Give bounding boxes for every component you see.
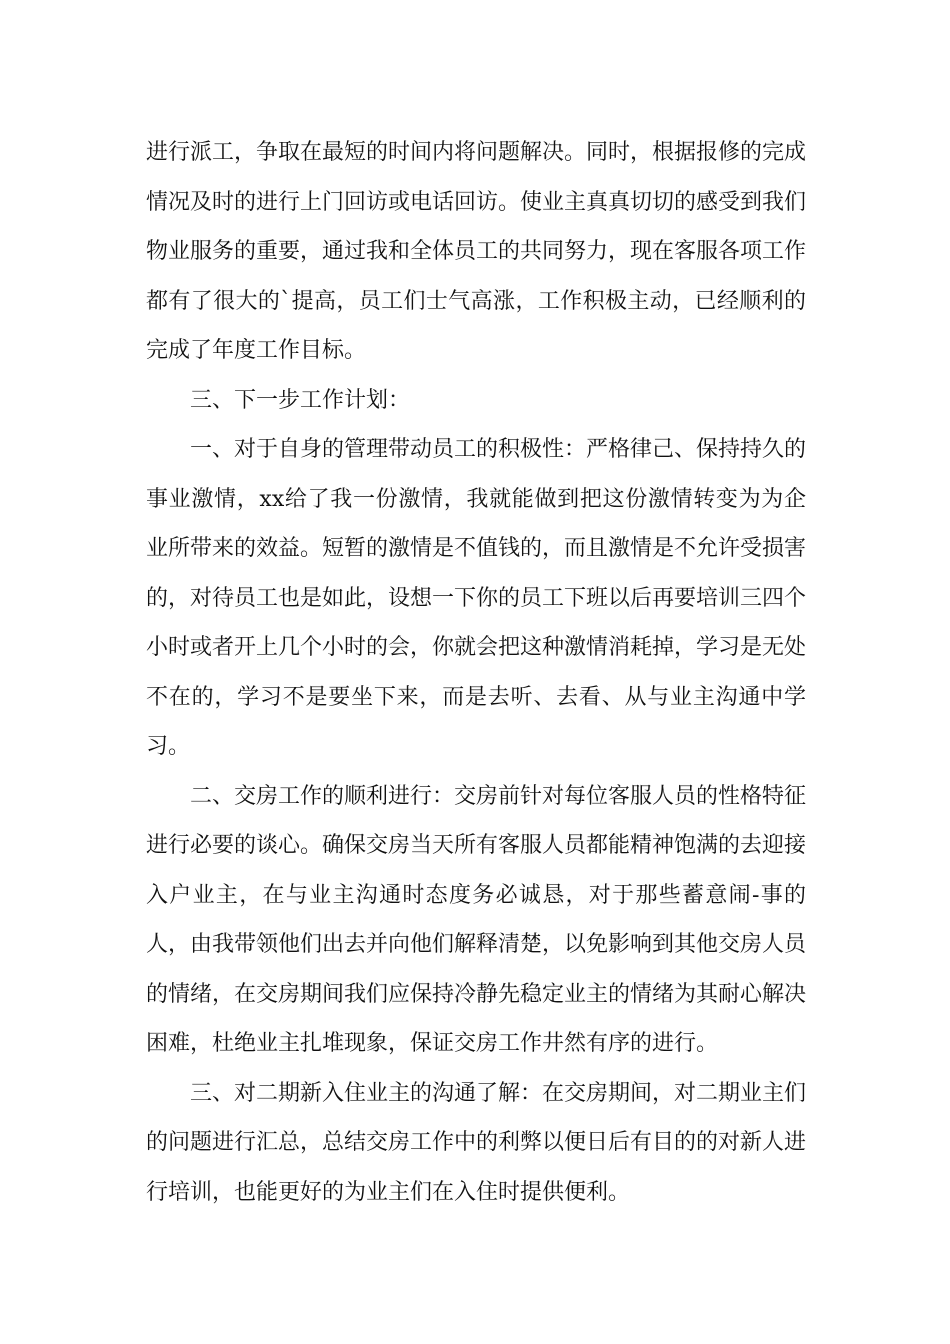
paragraph-self-management: 一、对于自身的管理带动员工的积极性：严格律己、保持持久的事业激情，xx给了我一份激情，我就能做到把这份激情转变为为企业所带来的效益。短暂的激情是不值钱的，而且激情是不允许受损害的，对待员工也是如此，设想一下你的员工下班以后再要培训三四个小时或者开上几个小时的会，你就会把这种激情消耗掉，学习是无处不在的，学习不是要坐下来，而是去听、去看、从与业主沟通中学习。 xyxy=(146,437,807,759)
paragraph-handover-work: 二、交房工作的顺利进行：交房前针对每位客服人员的性格特征进行必要的谈心。确保交房当天所有客服人员都能精神饱满的去迎接入户业主，在与业主沟通时态度务必诚恳，对于那些蓄意闹-事的人，由我带领他们出去并向他们解释清楚，以免影响到其他交房人员的情绪，在交房期间我们应保持冷静先稳定业主的情绪为其耐心解决困难，杜绝业主扎堆现象，保证交房工作井然有序的进行。 xyxy=(146,783,807,1056)
paragraph-phase-two-owners: 三、对二期新入住业主的沟通了解：在交房期间，对二期业主们的问题进行汇总，总结交房工作中的利弊以便日后有目的的对新人进行培训，也能更好的为业主们在入住时提供便利。 xyxy=(146,1080,807,1205)
paragraph-continuation: 进行派工，争取在最短的时间内将问题解决。同时，根据报修的完成情况及时的进行上门回访或电话回访。使业主真真切切的感受到我们物业服务的重要，通过我和全体员工的共同努力，现在客服各项工作都有了很大的`提高，员工们士气高涨，工作积极主动，已经顺利的完成了年度工作目标。 xyxy=(146,140,807,363)
section-heading-next-plan: 三、下一步工作计划： xyxy=(190,387,411,413)
document-page xyxy=(146,128,806,1217)
